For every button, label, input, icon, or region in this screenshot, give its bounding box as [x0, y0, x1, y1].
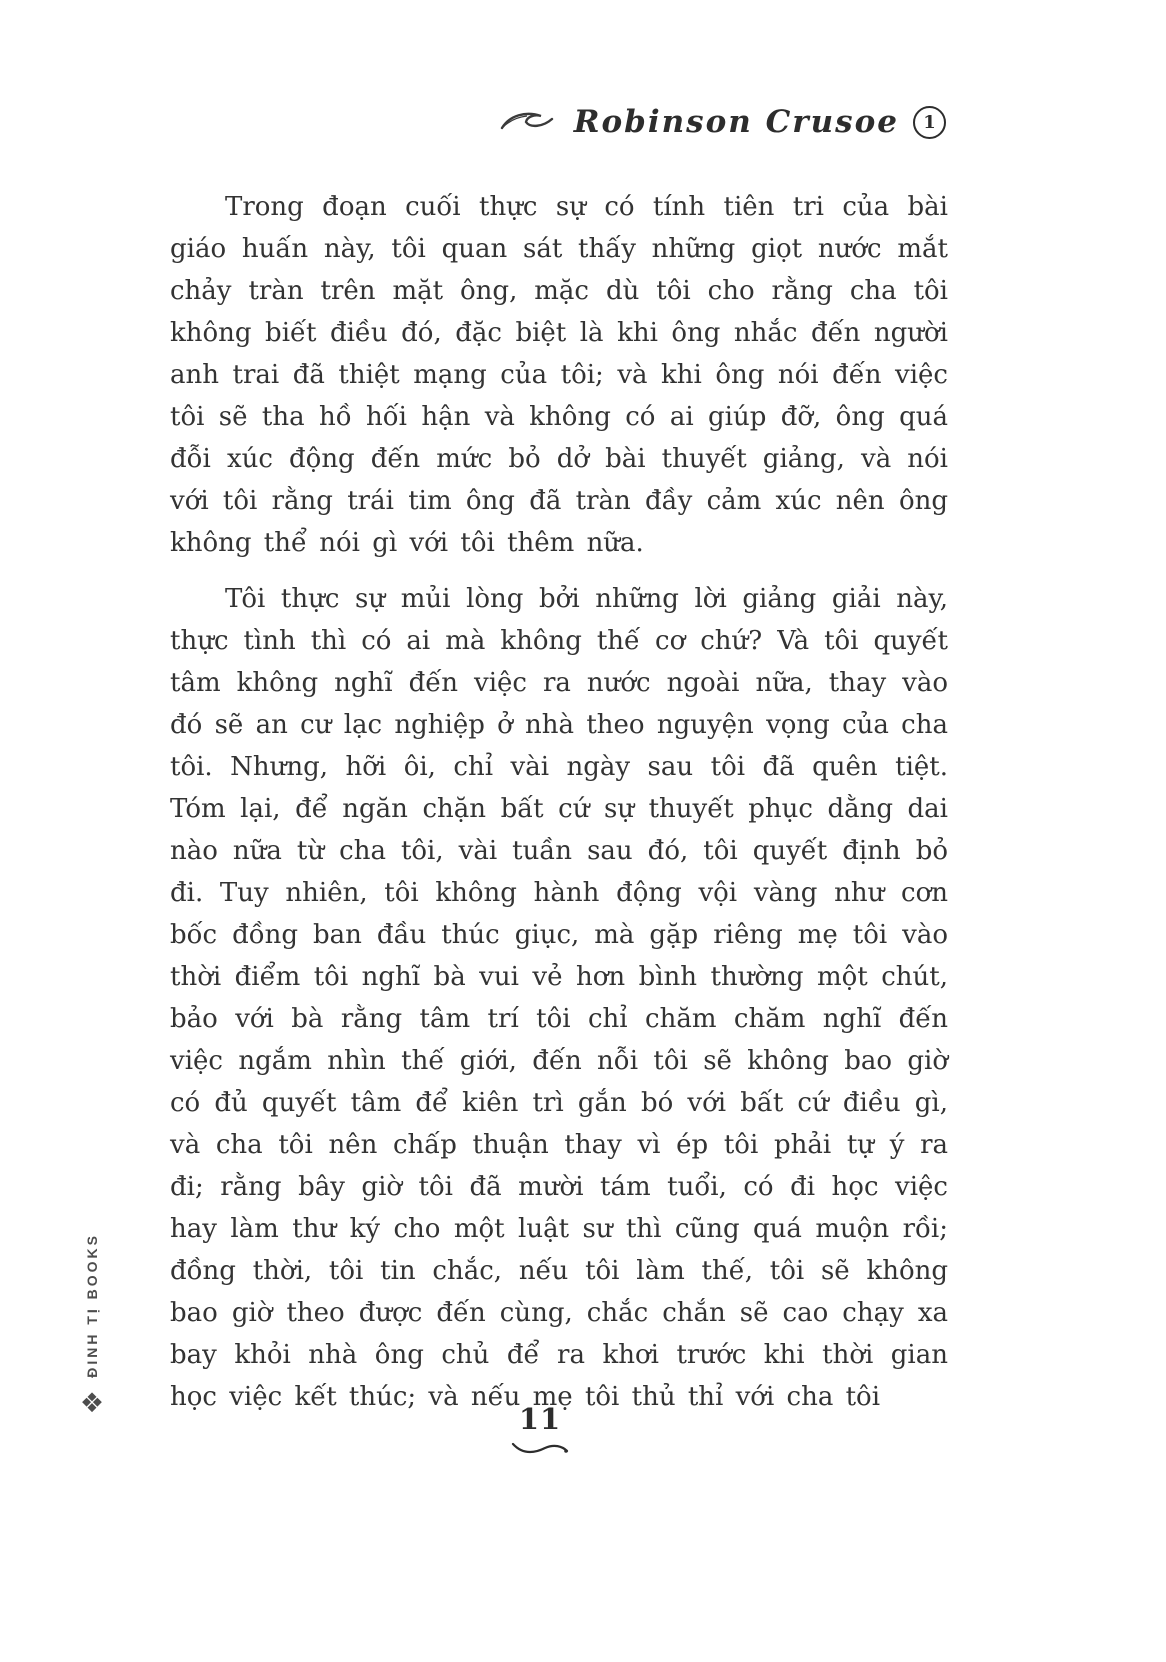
volume-badge: 1: [913, 106, 946, 139]
publisher-name: ĐINH TỊ BOOKS: [84, 1233, 100, 1378]
body-text: [170, 186, 948, 1432]
publisher-mark: [68, 1233, 116, 1417]
leaf-flourish-icon: [500, 107, 564, 137]
publisher-logo-icon: ❖: [79, 1387, 105, 1419]
page-number: 11: [518, 1402, 562, 1436]
paragraph-1: Trong đoạn cuối thực sự có tính tiên tri của bài giáo huấn này, tôi quan sát thấy những giọt nước mắt chảy tràn trên mặt ông, mặc dù tôi cho rằng cha tôi không biết điều đó, đặc biệt là khi ông nhắc đến người anh trai đã thiệt mạng của tôi; và khi ông nói đến việc tôi sẽ tha hồ hối hận và không có ai giúp đỡ, ông quá đỗi xúc động đến mức bỏ dở bài thuyết giảng, và nói với tôi rằng trái tim ông đã tràn đầy cảm xúc nên ông không thể nói gì với tôi thêm nữa.: [170, 192, 948, 558]
book-title: Robinson Crusoe: [573, 104, 899, 140]
paragraph-2: Tôi thực sự mủi lòng bởi những lời giảng giải này, thực tình thì có ai mà không thế cơ chứ? Và tôi quyết tâm không nghĩ đến việc ra nước ngoài nữa, thay vào đó sẽ an cư lạc nghiệp ở nhà theo nguyện vọng của cha tôi. Nhưng, hỡi ôi, chỉ vài ngày sau tôi đã quên tiệt. Tóm lại, để ngăn chặn bất cứ sự thuyết phục dằng dai nào nữa từ cha tôi, vài tuần sau đó, tôi quyết định bỏ đi. Tuy nhiên, tôi không hành động vội vàng như cơn bốc đồng ban đầu thúc giục, mà gặp riêng mẹ tôi vào thời điểm tôi nghĩ bà vui vẻ hơn bình thường một chút, bảo với bà rằng tâm trí tôi chỉ chăm chăm nghĩ đến việc ngắm nhìn thế giới, đến nỗi tôi sẽ không bao giờ có đủ quyết tâm để kiên trì gắn bó với bất cứ điều gì, và cha tôi nên chấp thuận thay vì ép tôi phải tự ý ra đi; rằng bây giờ tôi đã mười tám tuổi, có đi học việc hay làm thư ký cho một luật sư thì cũng quá muộn rồi; đồng thời, tôi tin chắc, nếu tôi làm thế, tôi sẽ không bao giờ theo được đến cùng, chắc chắn sẽ cao chạy xa bay khỏi nhà ông chủ để ra khơi trước khi thời gian học việc kết thúc; và nếu mẹ tôi thủ thỉ với cha tôi: [170, 584, 948, 1412]
page-footer: [170, 1402, 910, 1462]
page-header: [500, 104, 946, 140]
footer-flourish-icon: [510, 1440, 570, 1458]
